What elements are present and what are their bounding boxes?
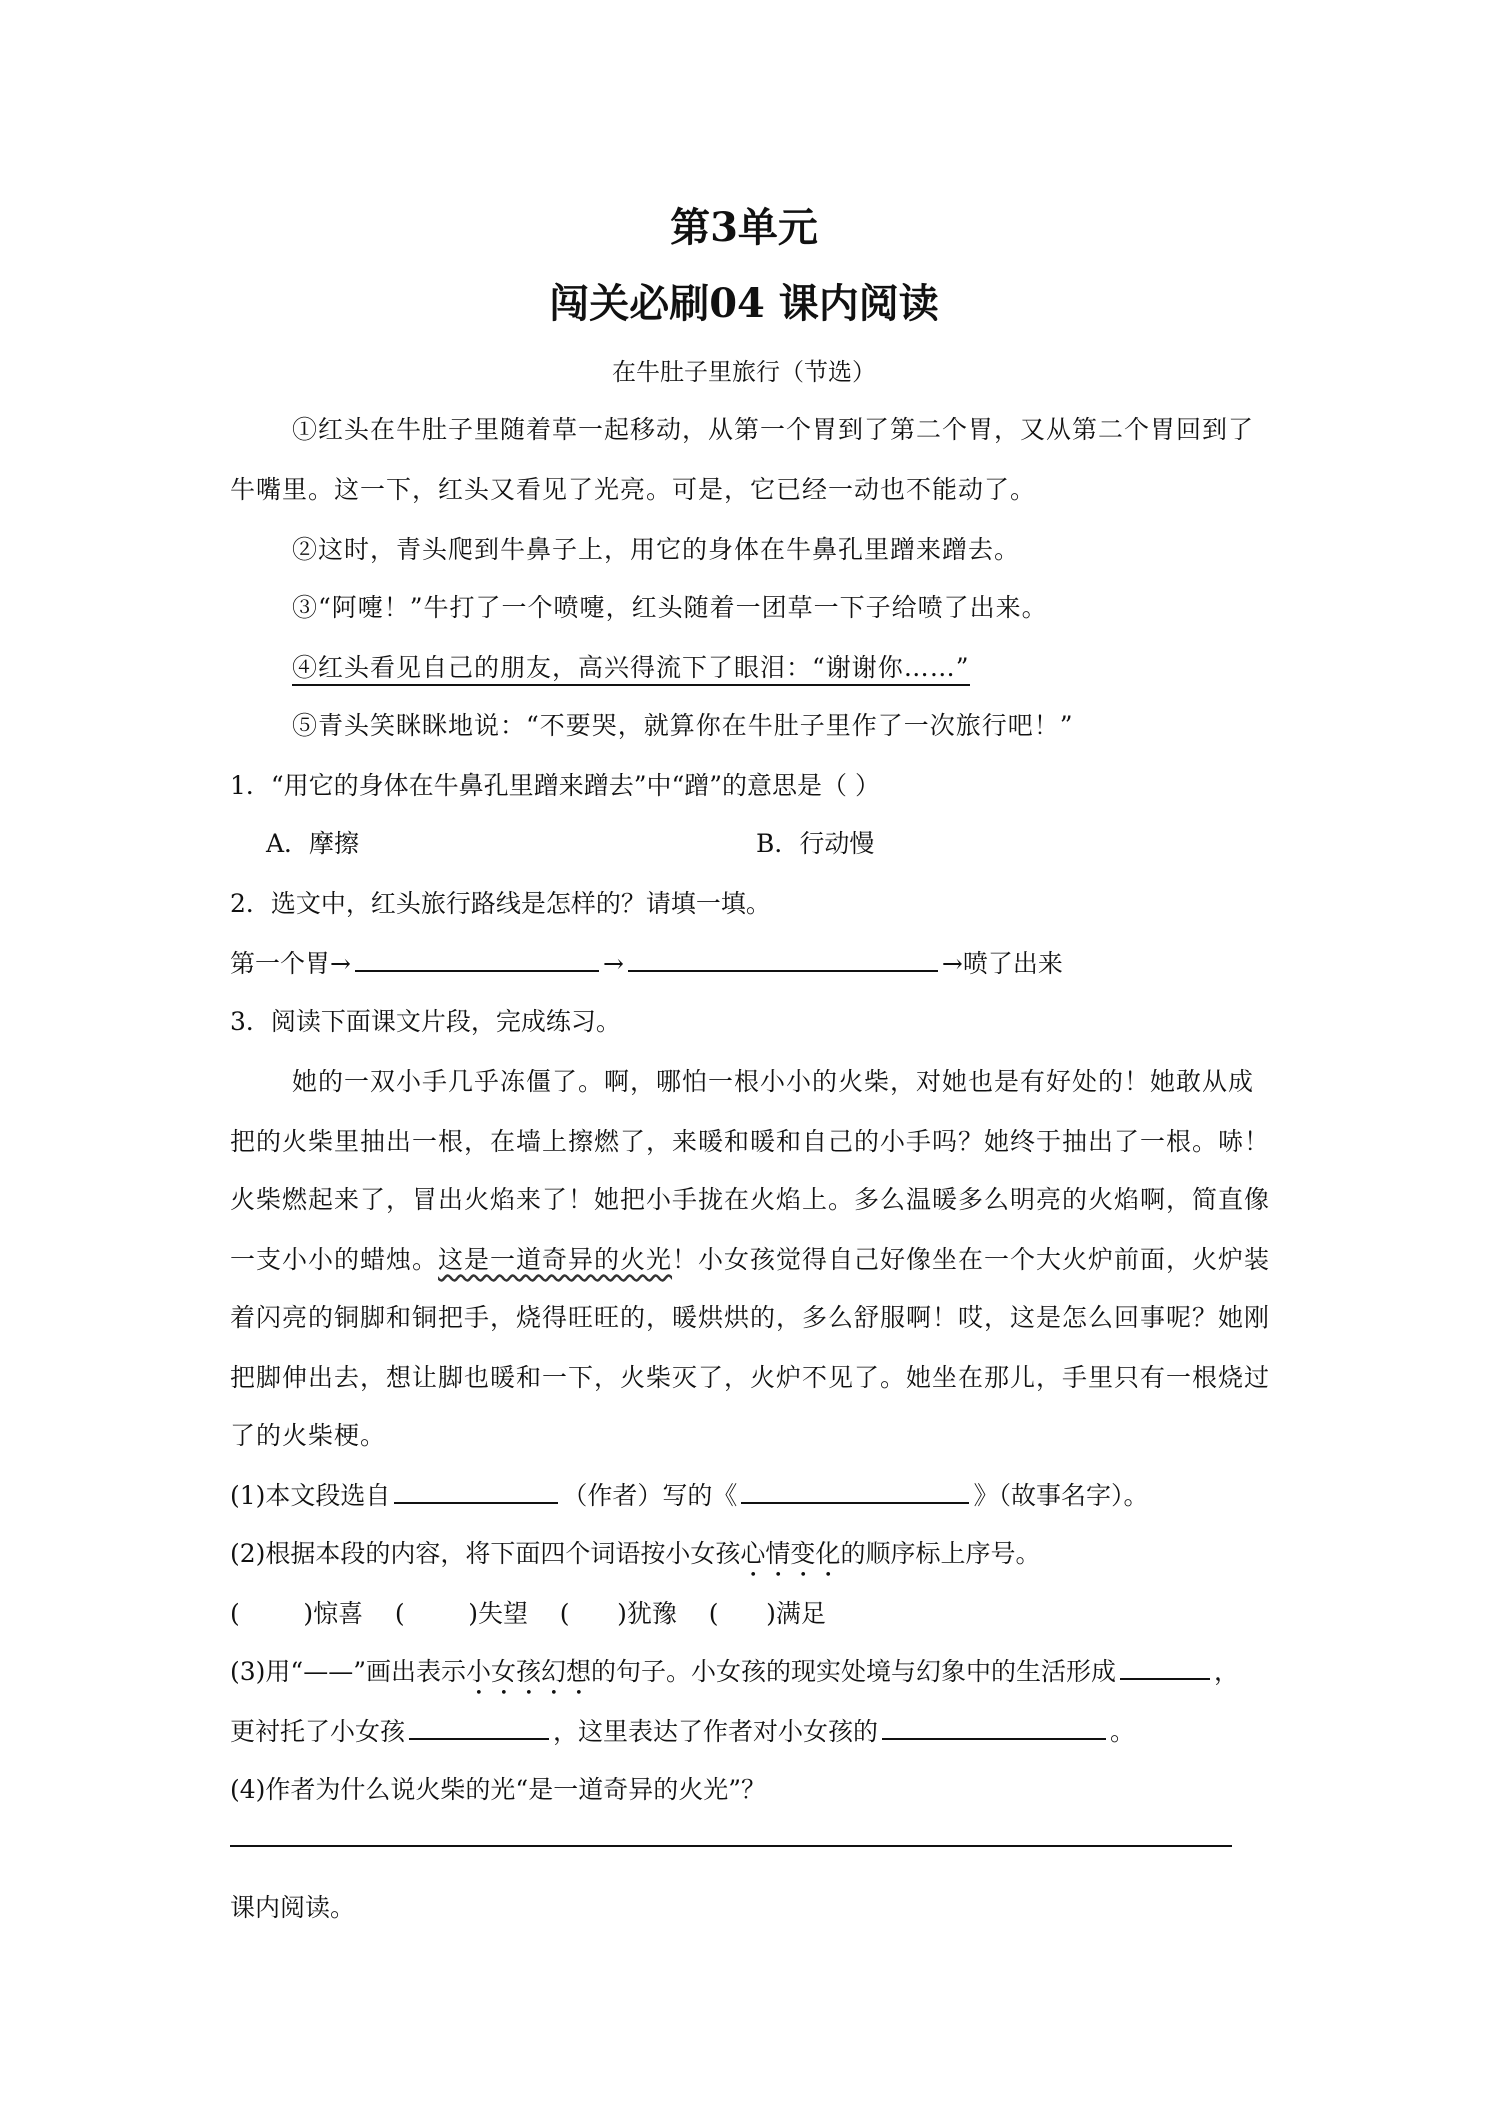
dotted-emphasis: 心情变化 <box>740 1539 841 1568</box>
story-line-1: 她的一双小手几乎冻僵了。啊，哪怕一根小小的火柴，对她也是有好处的！她敢从成 <box>292 1067 1255 1096</box>
sub2-text: 的顺序标上序号。 <box>840 1539 1041 1568</box>
route-line <box>230 944 1063 980</box>
question-1: 1．“用它的身体在牛鼻孔里蹭来蹭去”中“蹭”的意思是（ ） <box>230 771 880 800</box>
sub3-text: ，这里表达了作者对小女孩的 <box>553 1717 879 1746</box>
subquestion-2 <box>230 1534 1040 1583</box>
sub1-text: 》（故事名字）。 <box>973 1481 1149 1510</box>
passage-line-6: ⑤青头笑眯眯地说：“不要哭，就算你在牛肚子里作了一次旅行吧！” <box>292 711 1074 740</box>
story-line-7: 了的火柴梗。 <box>230 1421 387 1450</box>
story-line-6: 把脚伸出去，想让脚也暖和一下，火柴灭了，火炉不见了。她坐在那儿，手里只有一根烧过 <box>230 1363 1271 1392</box>
route-blank-1[interactable] <box>355 948 599 972</box>
route-start: 第一个胃→ <box>230 949 351 978</box>
subquestion-4: (4)作者为什么说火柴的光“是一道奇异的火光”？ <box>230 1775 766 1804</box>
passage-line-3: ②这时，青头爬到牛鼻子上，用它的身体在牛鼻孔里蹭来蹭去。 <box>292 535 1021 564</box>
story-line-3: 火柴燃起来了，冒出火焰来了！她把小手拢在火焰上。多么温暖多么明亮的火焰啊，简直像 <box>230 1185 1271 1214</box>
sub3-text: ， <box>1214 1657 1240 1686</box>
sub3-text: (3)用“——”画出表示 <box>230 1657 466 1686</box>
answer-line[interactable] <box>230 1845 1232 1847</box>
route-blank-2[interactable] <box>628 948 938 972</box>
author-blank[interactable] <box>394 1480 558 1504</box>
story-line-5: 着闪亮的铜脚和铜把手，烧得旺旺的，暖烘烘的，多么舒服啊！哎，这是怎么回事呢？她刚 <box>230 1303 1271 1332</box>
passage-heading: 在牛肚子里旅行（节选） <box>612 358 876 386</box>
story-line-2: 把的火柴里抽出一根，在墙上擦燃了，来暖和暖和自己的小手吗？她终于抽出了一根。哧！ <box>230 1127 1271 1156</box>
section-title: 闯关必刷04 课内阅读 <box>549 280 939 327</box>
footer-text: 课内阅读。 <box>230 1893 356 1922</box>
question-2: 2．选文中，红头旅行路线是怎样的？请填一填。 <box>230 889 771 918</box>
page-title: 第3单元 <box>670 204 818 251</box>
option-b: B．行动慢 <box>756 829 875 858</box>
dotted-emphasis: 小女孩幻想 <box>465 1657 591 1686</box>
sub3-text: 。 <box>1110 1717 1136 1746</box>
story-text: ！小女孩觉得自己好像坐在一个大火炉前面，火炉装 <box>672 1245 1271 1274</box>
passage-line-1: ①红头在牛肚子里随着草一起移动，从第一个胃到了第二个胃，又从第二个胃回到了 <box>292 415 1255 444</box>
sub3-text: 的句子。小女孩的现实处境与幻象中的生活形成 <box>591 1657 1117 1686</box>
contrast-blank[interactable] <box>1120 1656 1210 1680</box>
story-name-blank[interactable] <box>741 1480 969 1504</box>
feeling-blank[interactable] <box>882 1716 1106 1740</box>
sub1-text: (1)本文段选自 <box>230 1481 391 1510</box>
sub3-text: 更衬托了小女孩 <box>230 1717 406 1746</box>
passage-line-4: ③“阿嚏！”牛打了一个喷嚏，红头随着一团草一下子给喷了出来。 <box>292 593 1048 622</box>
mood-options[interactable]: ( )惊喜 ( )失望 ( )犹豫 ( )满足 <box>230 1599 826 1628</box>
option-a: A．摩擦 <box>266 829 360 858</box>
sub1-text: （作者）写的《 <box>562 1481 738 1510</box>
subquestion-1 <box>230 1476 1148 1512</box>
question-3: 3．阅读下面课文片段，完成练习。 <box>230 1007 621 1036</box>
subquestion-3-line-2 <box>230 1712 1135 1748</box>
route-end: →喷了出来 <box>941 949 1063 978</box>
route-arrow: → <box>602 949 624 978</box>
underlined-sentence: ④红头看见自己的朋友，高兴得流下了眼泪：“谢谢你……” <box>292 653 970 686</box>
sub2-text: (2)根据本段的内容，将下面四个词语按小女孩 <box>230 1539 741 1568</box>
girl-blank[interactable] <box>409 1716 549 1740</box>
wavy-underlined-phrase: 这是一道奇异的火光 <box>438 1245 673 1274</box>
passage-line-5 <box>292 648 970 684</box>
story-line-4 <box>230 1240 1270 1276</box>
story-text: 一支小小的蜡烛。 <box>230 1245 439 1274</box>
subquestion-3 <box>230 1652 1239 1701</box>
passage-line-2: 牛嘴里。这一下，红头又看见了光亮。可是，它已经一动也不能动了。 <box>230 475 1037 504</box>
